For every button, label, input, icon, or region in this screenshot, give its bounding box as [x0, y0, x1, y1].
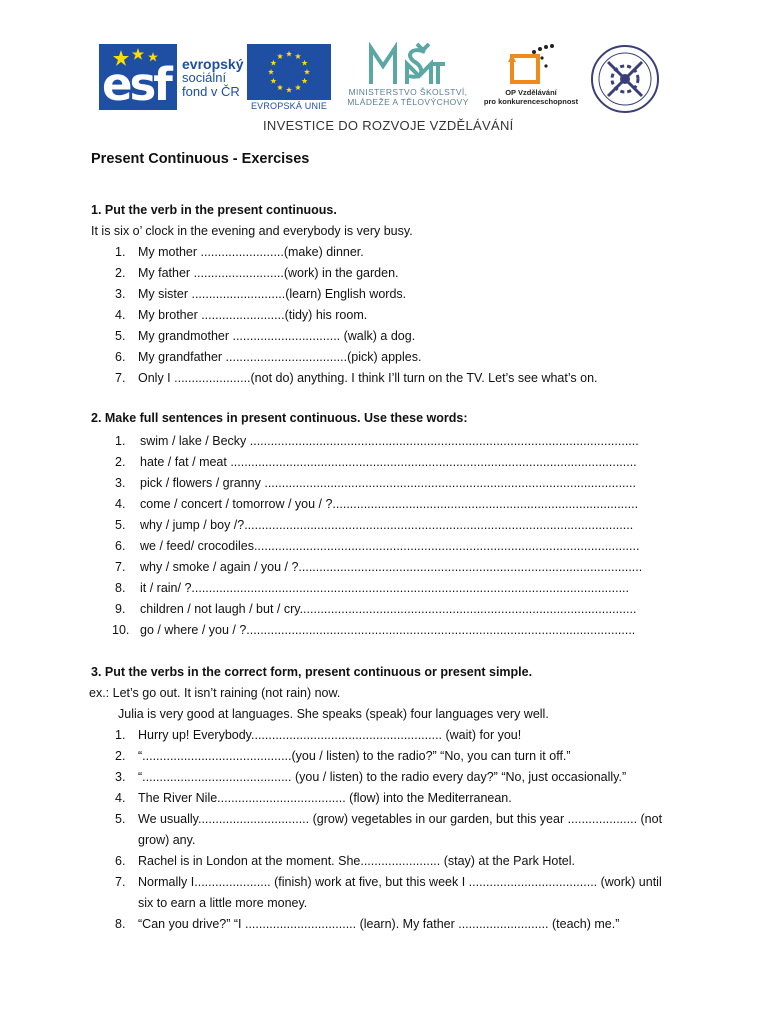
seal-icon: [590, 44, 660, 114]
list-item-text: children / not laugh / but / cry.................................................................................................: [140, 602, 637, 616]
esf-logo: [99, 44, 244, 111]
list-item-text: “........................................... (you / listen) to the radio every day?” “No, just occasionally.”: [138, 770, 627, 784]
op-logo: [482, 44, 580, 110]
msmt-logo: [337, 42, 479, 112]
exercise-3-heading: 3. Put the verbs in the correct form, present continuous or present simple.: [91, 665, 533, 679]
school-seal-logo: [590, 44, 660, 114]
list-item-text: The River Nile..................................... (flow) into the Mediterranean.: [138, 791, 512, 805]
op-line-2: pro konkurenceschopnost: [483, 97, 579, 106]
eu-stars-icon: [247, 44, 331, 100]
list-item-number: 8.: [115, 917, 126, 931]
list-item-number: 3.: [115, 476, 126, 490]
eu-star-icon: [286, 51, 292, 57]
eu-flag: [247, 44, 331, 100]
esf-name: [182, 57, 243, 99]
eu-star-icon: [295, 53, 301, 59]
exercise-1-heading: 1. Put the verb in the present continuous.: [91, 203, 337, 217]
exercise-3-example-2: Julia is very good at languages. She speaks (speak) four languages very well.: [118, 707, 549, 721]
eu-star-icon: [302, 78, 308, 84]
list-item-number: 4.: [115, 497, 126, 511]
eu-logo: [247, 44, 331, 112]
msmt-name: [337, 87, 479, 107]
list-item-number: 1.: [115, 728, 126, 742]
list-item-text: My grandfather ...................................(pick) apples.: [138, 350, 422, 364]
list-item-number: 2.: [115, 455, 126, 469]
esf-line-3: fond v ČR: [182, 84, 240, 99]
list-item-text: My mother ........................(make) dinner.: [138, 245, 364, 259]
list-item-text: grow) any.: [138, 833, 196, 847]
list-item-number: 4.: [115, 791, 126, 805]
list-item-number: 3.: [115, 287, 126, 301]
list-item-number: 1.: [115, 434, 126, 448]
eu-star-icon: [270, 60, 276, 66]
list-item-text: six to earn a little more money.: [138, 896, 308, 910]
header-logos: [0, 0, 768, 140]
list-item-number: 10.: [112, 623, 130, 637]
eu-star-icon: [286, 87, 292, 93]
list-item-text: Normally I...................... (finish) work at five, but this week I ..................................... (work) until: [138, 875, 662, 889]
eu-star-icon: [270, 78, 276, 84]
list-item-number: 5.: [115, 329, 126, 343]
list-item-number: 2.: [115, 749, 126, 763]
list-item-number: 6.: [115, 350, 126, 364]
list-item-number: 6.: [115, 854, 126, 868]
list-item-text: pick / flowers / granny ...........................................................................................................: [140, 476, 636, 490]
op-name: [482, 88, 580, 106]
msmt-line-1: MINISTERSTVO ŠKOLSTVÍ,: [348, 87, 468, 97]
list-item-number: 7.: [115, 875, 126, 889]
list-item-number: 5.: [115, 812, 126, 826]
esf-line-2: sociální: [182, 70, 227, 85]
eu-star-icon: [277, 84, 283, 90]
eu-star-icon: [302, 60, 308, 66]
eu-star-icon: [304, 69, 310, 75]
eu-star-icon: [295, 84, 301, 90]
list-item-text: come / concert / tomorrow / you / ?........................................................................................: [140, 497, 639, 511]
eu-star-icon: [268, 69, 274, 75]
list-item-number: 1.: [115, 245, 126, 259]
exercise-1-intro: It is six o’ clock in the evening and everybody is very busy.: [91, 224, 413, 238]
list-item-text: why / smoke / again / you / ?...................................................................................................: [140, 560, 643, 574]
list-item-number: 7.: [115, 560, 126, 574]
eu-label: EVROPSKÁ UNIE: [250, 101, 328, 111]
list-item-text: “Can you drive?” “I ................................ (learn). My father .......................... (teach) me.”: [138, 917, 620, 931]
list-item-text: My brother ........................(tidy) his room.: [138, 308, 368, 322]
esf-logo-box: [99, 44, 177, 110]
esf-letters: esf: [102, 58, 170, 111]
list-item-number: 2.: [115, 266, 126, 280]
page-title: Present Continuous - Exercises: [91, 151, 310, 167]
list-item-text: Rachel is in London at the moment. She....................... (stay) at the Park Hotel.: [138, 854, 576, 868]
list-item-number: 6.: [115, 539, 126, 553]
list-item-text: My sister ...........................(learn) English words.: [138, 287, 407, 301]
list-item-text: it / rain/ ?..............................................................................................................................: [140, 581, 629, 595]
list-item-number: 3.: [115, 770, 126, 784]
list-item-number: 8.: [115, 581, 126, 595]
list-item-text: Only I ......................(not do) anything. I think I’ll turn on the TV. Let’s see what’s on.: [138, 371, 598, 385]
op-mark-icon: [504, 44, 558, 86]
investice-slogan: INVESTICE DO ROZVOJE VZDĚLÁVÁNÍ: [263, 118, 514, 133]
list-item-text: Hurry up! Everybody....................................................... (wait) for you!: [138, 728, 522, 742]
list-item-text: swim / lake / Becky ................................................................................................................: [140, 434, 639, 448]
list-item-text: go / where / you / ?................................................................................................................: [140, 623, 636, 637]
list-item-text: My father ..........................(work) in the garden.: [138, 266, 399, 280]
exercise-2-heading: 2. Make full sentences in present continuous. Use these words:: [91, 411, 468, 425]
list-item-number: 7.: [115, 371, 126, 385]
op-line-1: OP Vzdělávání: [505, 88, 557, 97]
exercise-3-example-1: ex.: Let’s go out. It isn’t raining (not rain) now.: [89, 686, 341, 700]
list-item-text: We usually................................ (grow) vegetables in our garden, but this year .................... (not: [138, 812, 663, 826]
list-item-text: “...........................................(you / listen) to the radio?” “No, you can turn it off.”: [138, 749, 571, 763]
list-item-number: 5.: [115, 518, 126, 532]
msmt-line-2: MLÁDEŽE A TĚLOVÝCHOVY: [347, 97, 469, 107]
list-item-text: why / jump / boy /?................................................................................................................: [140, 518, 634, 532]
esf-line-1: evropský: [182, 56, 244, 72]
msmt-mark-icon: [367, 42, 447, 86]
list-item-number: 4.: [115, 308, 126, 322]
list-item-text: hate / fat / meat .....................................................................................................................: [140, 455, 637, 469]
list-item-text: My grandmother ............................... (walk) a dog.: [138, 329, 416, 343]
eu-star-icon: [277, 53, 283, 59]
list-item-text: we / feed/ crocodiles...............................................................................................................: [140, 539, 640, 553]
list-item-number: 9.: [115, 602, 126, 616]
